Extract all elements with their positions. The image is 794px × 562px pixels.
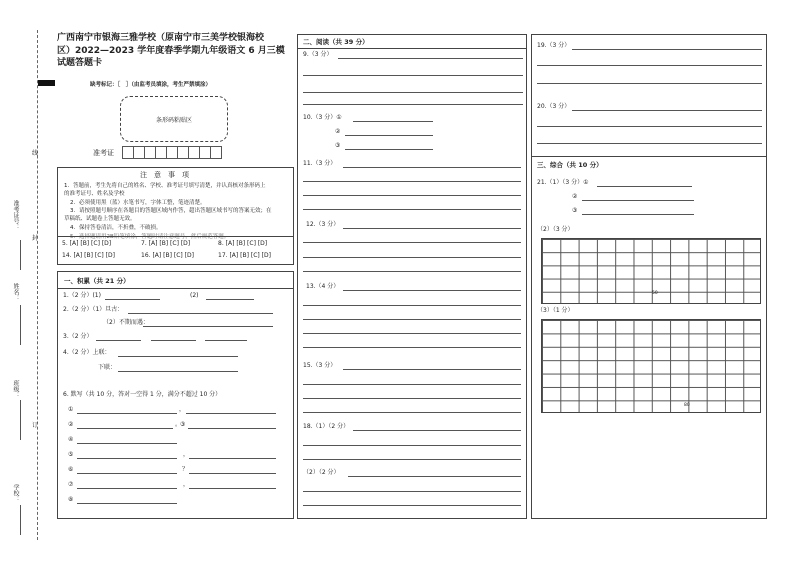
q21-2-label: （2）（3 分） — [537, 226, 574, 233]
page-title — [57, 32, 293, 70]
title-line-3: 试题答题卡 — [57, 58, 103, 68]
q6-answer-1b[interactable] — [186, 413, 276, 414]
q2-answer-1[interactable] — [128, 313, 273, 314]
q18b-label: （2）（2 分） — [303, 469, 340, 476]
q1-label: 1.（2 分）(1) — [63, 292, 101, 299]
q6-answer-4[interactable] — [77, 443, 177, 444]
q18-line-2[interactable] — [303, 445, 521, 446]
section1-panel — [57, 271, 294, 519]
q9-line-3[interactable] — [303, 92, 523, 93]
side-kaohao-line — [20, 240, 21, 270]
q6-mark-4: ？ — [182, 466, 189, 473]
q20-line-2[interactable] — [537, 126, 762, 127]
q13-line-4[interactable] — [303, 333, 521, 334]
q4-answer-2[interactable] — [118, 371, 238, 372]
q10b-label: ② — [335, 128, 341, 135]
q6-mark-2: 。 — [175, 421, 182, 428]
notice-item-5: 草稿纸、试题卷上答题无效。 — [64, 216, 136, 222]
q1b-label: (2) — [190, 292, 199, 299]
q20-label: 20.（3 分） — [537, 103, 571, 110]
q19-line-2[interactable] — [537, 65, 762, 66]
q6-label: 6. 默写（共 10 分，答对一空得 1 分，满分不超过 10 分） — [63, 391, 222, 398]
q21b-label: ② — [572, 193, 578, 200]
notice-item-7: 5．选择题请用2B铅笔填涂，答题时请注意题号，然后规范答题。 — [70, 234, 230, 240]
q18-label: 18.（1）（2 分） — [303, 423, 350, 430]
notice-item-2: 的准考证号、姓名及学校 — [64, 191, 125, 197]
q18-line-1[interactable] — [353, 430, 521, 431]
title-line-1: 广西南宁市银海三雅学校（原南宁市三美学校银海校 — [57, 33, 265, 43]
q10-label: 10.（3 分）① — [303, 114, 342, 121]
q19-line-3[interactable] — [537, 83, 762, 84]
q6-item-7: ⑦ — [68, 481, 74, 488]
q6-item-5: ⑤ — [68, 451, 74, 458]
q2-label: 2.（2 分）（1）旦古： — [63, 306, 124, 313]
q15-line-1[interactable] — [343, 369, 521, 370]
q11-label: 11.（3 分） — [303, 160, 337, 167]
q3-answer-3[interactable] — [205, 340, 247, 341]
q10c-label: ③ — [335, 142, 341, 149]
q6-item-4: ④ — [68, 436, 74, 443]
q6-mark-1: ， — [179, 406, 186, 413]
q6-mark-5: ， — [183, 481, 190, 488]
absent-mark[interactable]: 缺考标记：［ ］（由监考员填涂，考生严禁填涂） — [90, 82, 212, 88]
q20-line-1[interactable] — [572, 110, 762, 111]
q11-line-3[interactable] — [303, 195, 521, 196]
q9-label: 9.（3 分） — [303, 51, 333, 58]
q10-answer-1[interactable] — [353, 121, 433, 122]
choice-16[interactable]: 16. [A] [B] [C] [D] — [141, 252, 194, 259]
binding-line — [37, 30, 38, 540]
q6-answer-6a[interactable] — [77, 473, 177, 474]
q10-answer-2[interactable] — [345, 135, 433, 136]
q1-answer-2[interactable] — [206, 299, 254, 300]
q21-answer-2[interactable] — [582, 200, 694, 201]
q11-line-2[interactable] — [303, 181, 521, 182]
q21-3-label: （3）（1 分） — [537, 307, 574, 314]
q6-mark-3: ， — [183, 451, 190, 458]
q21c-label: ③ — [572, 207, 578, 214]
ticket-boxes[interactable] — [122, 146, 230, 159]
q3-label: 3.（2 分） — [63, 333, 93, 340]
q13-line-3[interactable] — [303, 319, 521, 320]
q10-answer-3[interactable] — [345, 149, 433, 150]
q6-answer-5a[interactable] — [77, 458, 177, 459]
grid-mark-80: 80 — [684, 403, 690, 408]
q18b-line-2[interactable] — [303, 491, 521, 492]
choice-8[interactable]: 8. [A] [B] [C] [D] — [218, 240, 268, 247]
side-ding-label: 订 — [32, 422, 39, 429]
side-seal-label: 封 — [32, 235, 39, 242]
q15-line-4[interactable] — [303, 412, 521, 413]
q13-line-2[interactable] — [303, 305, 521, 306]
side-class-line — [20, 400, 21, 440]
q6-item-2: ② — [68, 421, 74, 428]
q21-answer-1[interactable] — [597, 186, 692, 187]
q9-line-4[interactable] — [303, 104, 523, 105]
barcode-label: 条形码粘贴区 — [155, 116, 192, 124]
q2b-label: （2）不期而遇： — [103, 319, 149, 326]
q15-line-3[interactable] — [303, 398, 521, 399]
side-line-label: 线 — [32, 150, 39, 157]
grid-mark-50: 50 — [652, 291, 658, 296]
q11-line-4[interactable] — [303, 209, 521, 210]
q21-label: 21.（1）（3 分）① — [537, 179, 589, 186]
q13-line-5[interactable] — [303, 347, 521, 348]
q18-line-3[interactable] — [303, 459, 521, 460]
choice-14[interactable]: 14. [A] [B] [C] [D] — [62, 252, 115, 259]
barcode-area — [120, 96, 228, 142]
q6-answer-6b[interactable] — [189, 473, 276, 474]
section2-panel — [297, 34, 527, 519]
q19-line-1[interactable] — [572, 49, 762, 50]
q6-item-6: ⑥ — [68, 466, 74, 473]
side-school-label: 学校： — [12, 484, 19, 502]
q1-answer-1[interactable] — [105, 299, 160, 300]
notice-title: 注 意 事 项 — [140, 171, 189, 179]
q9-line-2[interactable] — [303, 75, 523, 76]
side-class-label: 班级： — [12, 380, 19, 398]
q11-line-1[interactable] — [343, 167, 521, 168]
black-mark — [38, 80, 55, 86]
q6-answer-5b[interactable] — [189, 458, 276, 459]
section3-panel — [531, 34, 767, 519]
writing-grid-2[interactable] — [541, 319, 761, 413]
q21-answer-3[interactable] — [582, 214, 694, 215]
q18b-line-1[interactable] — [348, 476, 521, 477]
q15-line-2[interactable] — [303, 384, 521, 385]
q12-line-2[interactable] — [303, 242, 521, 243]
q13-label: 13.（4 分） — [306, 283, 340, 290]
writing-grid-1[interactable] — [541, 238, 761, 304]
choice-17[interactable]: 17. [A] [B] [C] [D] — [218, 252, 271, 259]
q12-line-4[interactable] — [303, 271, 521, 272]
section3-title: 三、综合（共 10 分） — [537, 161, 603, 169]
q15-label: 15.（3 分） — [303, 362, 337, 369]
q6-answer-8[interactable] — [77, 503, 177, 504]
choice-5[interactable]: 5. [A] [B] [C] [D] — [62, 240, 112, 247]
q6-answer-7b[interactable] — [189, 488, 276, 489]
q12-line-3[interactable] — [303, 257, 521, 258]
section1-title: 一、积累（共 21 分） — [64, 277, 130, 285]
notice-item-4: 3．请按照题号顺序在各题目的答题区域内作答，超出答题区域书写的答案无效；在 — [70, 208, 272, 214]
q12-label: 12.（3 分） — [306, 221, 340, 228]
title-line-2: 区）2022—2023 学年度春季学期九年级语文 6 月三模 — [57, 45, 285, 56]
q2-answer-2[interactable] — [143, 326, 273, 327]
q6-answer-1a[interactable] — [77, 413, 177, 414]
q6-answer-3[interactable] — [188, 428, 276, 429]
q6-answer-2a[interactable] — [77, 428, 173, 429]
notice-box — [57, 167, 294, 265]
notice-item-6: 4．保持答卷清洁，不折叠，不破损。 — [70, 225, 162, 231]
q3-answer-2[interactable] — [151, 340, 196, 341]
q12-line-1[interactable] — [343, 228, 521, 229]
side-name-line — [20, 305, 21, 345]
side-kaohao-label: 准考证号： — [12, 200, 19, 230]
ticket-label: 准考证 — [93, 149, 114, 157]
q4-label: 4.（2 分）上联： — [63, 349, 111, 356]
q6-item-8: ⑧ — [68, 496, 74, 503]
q13-line-1[interactable] — [343, 290, 521, 291]
q6-item-1: ① — [68, 406, 74, 413]
section2-title: 二、阅读（共 39 分） — [303, 38, 369, 46]
q18b-line-3[interactable] — [303, 505, 521, 506]
q4-answer-1[interactable] — [118, 356, 238, 357]
notice-item-1: 1．答题前，考生先将自己的姓名、学校、准考证号填写清楚，并认真核对条形码上 — [64, 183, 266, 189]
q4b-label: 下联： — [98, 364, 117, 371]
q20-line-3[interactable] — [537, 143, 762, 144]
choice-7[interactable]: 7. [A] [B] [C] [D] — [141, 240, 191, 247]
notice-item-3: 2．必须使用黑（蓝）水笔书写，字体工整，笔迹清楚。 — [70, 200, 206, 206]
q3-answer-1[interactable] — [96, 340, 141, 341]
q19-label: 19.（3 分） — [537, 42, 571, 49]
q6-item-3: ③ — [180, 421, 186, 428]
side-name-label: 姓名： — [12, 283, 19, 301]
side-school-line — [20, 505, 21, 535]
q6-answer-7a[interactable] — [77, 488, 177, 489]
q9-line-1[interactable] — [338, 58, 523, 59]
